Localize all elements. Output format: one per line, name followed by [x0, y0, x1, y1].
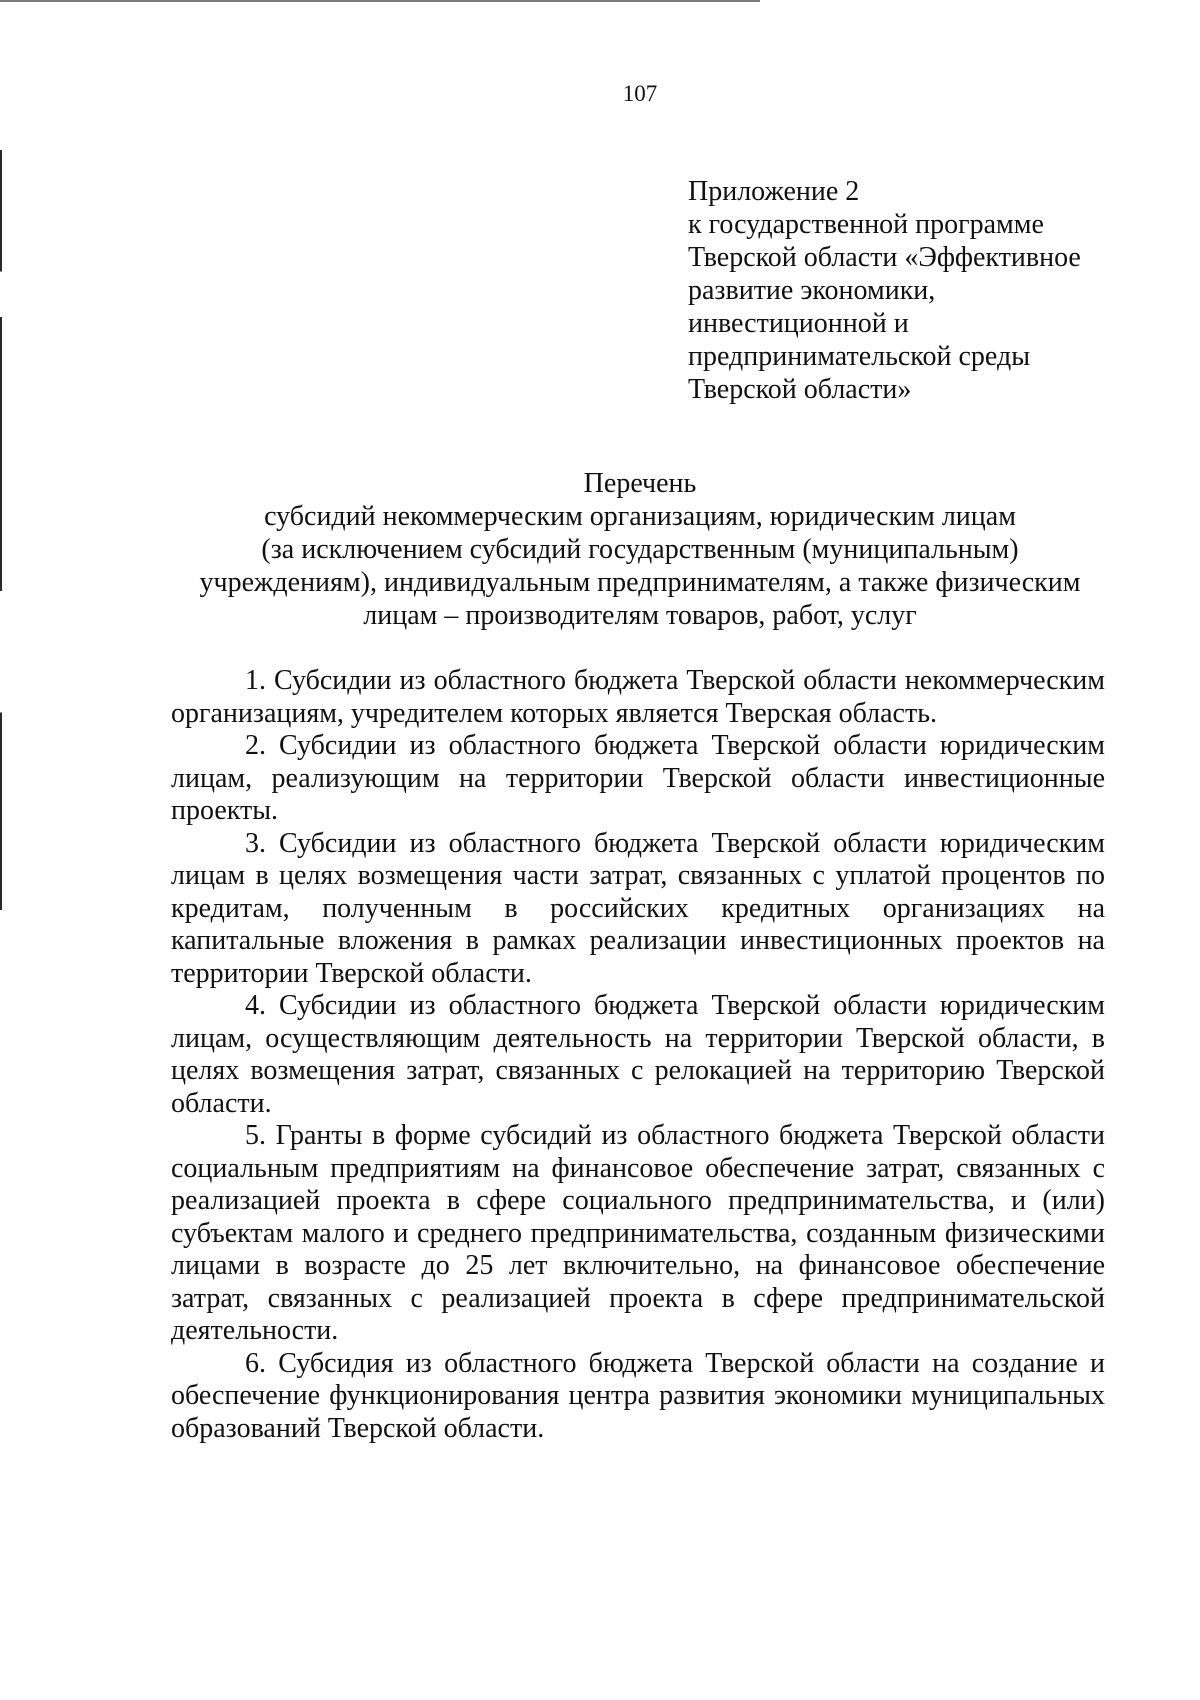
- list-item: 5. Гранты в форме субсидий из областного бюджета Тверской области социальным предприятиям на финансовое обеспечение затрат, связанных с реализацией проекта в сфере социального предпринимательства, и (или) субъектам малого и среднего предпринимательства, созданным физическими лицами в возрасте до 25 лет включительно, на финансовое обеспечение затрат, связанных с реализацией проекта в сфере предпринимательской деятельности.: [171, 1120, 1105, 1346]
- list-item: 3. Субсидии из областного бюджета Тверской области юридическим лицам в целях возмещения части затрат, связанных с уплатой процентов по кредитам, полученным в российских кредитных организациях на капитальные вложения в рамках реализации инвестиционных проектов на территории Тверской области.: [171, 827, 1105, 989]
- appendix-line: развитие экономики,: [688, 275, 936, 306]
- appendix-line: Тверской области «Эффективное: [688, 242, 1081, 273]
- appendix-header: [688, 175, 1148, 406]
- title-heading: Перечень: [583, 468, 697, 499]
- list-item: 4. Субсидии из областного бюджета Тверской области юридическим лицам, осуществляющим деятельность на территории Тверской области, в целях возмещения затрат, связанных с релокацией на территорию Тверской области.: [171, 990, 1105, 1119]
- scan-edge-left: [0, 150, 2, 910]
- title-subtitle-line: субсидий некоммерческим организациям, юридическим лицам: [264, 501, 1016, 532]
- subsidy-list: [171, 665, 1105, 1445]
- title-subtitle-line: (за исключением субсидий государственным (муниципальным): [261, 534, 1019, 565]
- page-number: 107: [622, 81, 658, 106]
- scan-edge-top: [0, 0, 760, 2]
- document-title: [170, 467, 1110, 632]
- list-item: 6. Субсидия из областного бюджета Тверской области на создание и обеспечение функционирования центра развития экономики муниципальных образований Тверской области.: [171, 1347, 1105, 1444]
- appendix-line: инвестиционной и: [688, 308, 909, 339]
- appendix-line: Тверской области»: [688, 374, 912, 405]
- list-item: 2. Субсидии из областного бюджета Тверской области юридическим лицам, реализующим на территории Тверской области инвестиционные проекты.: [171, 730, 1105, 826]
- appendix-line: предпринимательской среды: [688, 341, 1031, 372]
- title-subtitle-line: учреждениям), индивидуальным предпринимателям, а также физическим: [199, 567, 1081, 598]
- appendix-line: к государственной программе: [688, 209, 1044, 240]
- list-item: 1. Субсидии из областного бюджета Тверской области некоммерческим организациям, учредителем которых является Тверская область.: [171, 665, 1105, 729]
- appendix-line: Приложение 2: [688, 176, 860, 207]
- title-subtitle-line: лицам – производителям товаров, работ, услуг: [363, 600, 917, 631]
